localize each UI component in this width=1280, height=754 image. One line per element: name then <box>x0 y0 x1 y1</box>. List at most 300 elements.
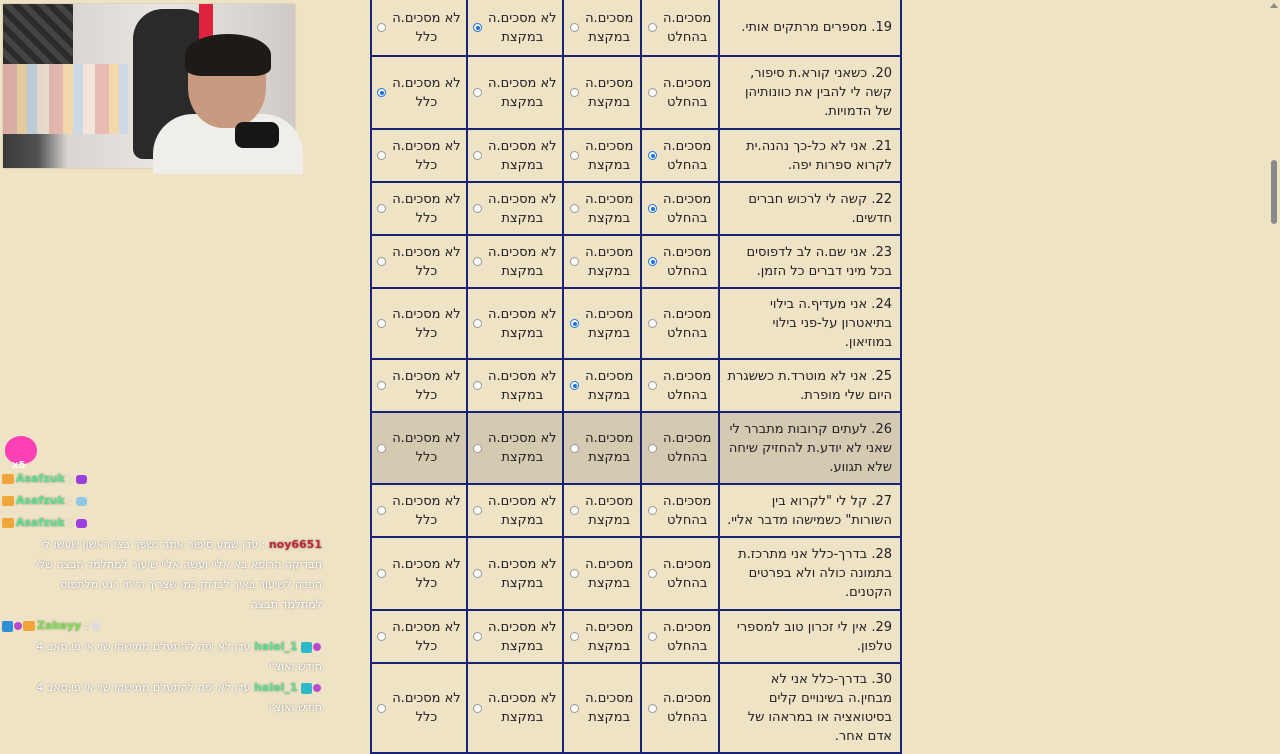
crown-badge-icon <box>23 621 35 631</box>
option-disagree-strongly[interactable] <box>376 555 462 593</box>
option-cell-agree-strongly[interactable] <box>641 610 719 663</box>
radio-button[interactable] <box>377 204 386 213</box>
option-cell-agree-somewhat[interactable] <box>563 610 641 663</box>
chat-username[interactable]: halel_1 <box>254 681 298 694</box>
radio-button[interactable] <box>570 204 579 213</box>
option-label-line: בהחלט <box>667 263 708 279</box>
option-label-line: במקצת <box>501 512 544 528</box>
option-label <box>585 305 633 343</box>
option-label-line: כלל <box>415 638 438 654</box>
option-label-line: במקצת <box>588 387 631 403</box>
option-label <box>488 555 557 593</box>
option-agree-somewhat[interactable] <box>568 689 636 727</box>
option-cell-disagree-strongly[interactable] <box>371 359 467 412</box>
radio-button[interactable] <box>473 381 482 390</box>
crown-badge-icon <box>2 518 14 528</box>
option-label-line: מסכים.ה <box>663 368 712 384</box>
option-label <box>488 9 557 47</box>
option-cell-disagree-strongly[interactable] <box>371 129 467 182</box>
option-label <box>392 243 461 281</box>
option-cell-disagree-strongly[interactable] <box>371 663 467 753</box>
chat-message: עדן שמע סיפור אתה נשפך בצז ראשון שעשו לי : <box>41 538 266 551</box>
option-disagree-strongly[interactable] <box>376 243 462 281</box>
option-agree-strongly[interactable] <box>646 618 714 656</box>
option-label-line: במקצת <box>501 325 544 341</box>
radio-button[interactable] <box>648 319 657 328</box>
option-cell-agree-strongly[interactable] <box>641 0 719 56</box>
radio-button[interactable] <box>473 23 482 32</box>
option-cell-agree-somewhat[interactable] <box>563 537 641 610</box>
option-label-line: לא מסכים.ה <box>488 619 557 635</box>
radio-button[interactable] <box>377 444 386 453</box>
option-label <box>585 429 633 467</box>
option-cell-disagree-somewhat[interactable] <box>467 663 563 753</box>
question-text: 28. בדרך-כלל אני מתרכז.ת בתמונה כולה ולא בפרטים הקטנים. <box>719 537 901 610</box>
option-label-line: מסכים.ה <box>663 619 712 635</box>
option-label <box>585 74 633 112</box>
option-label <box>663 74 711 112</box>
option-agree-strongly[interactable] <box>646 74 714 112</box>
option-label-line: מסכים.ה <box>663 493 712 509</box>
option-label <box>585 618 633 656</box>
option-label <box>392 137 461 175</box>
option-label <box>585 190 633 228</box>
option-label-line: במקצת <box>588 325 631 341</box>
option-cell-disagree-somewhat[interactable] <box>467 129 563 182</box>
option-label <box>488 689 557 727</box>
subscriber-badge-icon <box>2 621 13 632</box>
option-label-line: במקצת <box>588 157 631 173</box>
option-cell-disagree-strongly[interactable] <box>371 0 467 56</box>
option-cell-disagree-somewhat[interactable] <box>467 537 563 610</box>
option-label-line: בהחלט <box>667 450 708 465</box>
option-cell-agree-strongly[interactable] <box>641 288 719 359</box>
radio-button[interactable] <box>473 88 482 97</box>
skull-emote-icon <box>92 622 100 631</box>
question-row <box>371 663 901 753</box>
option-label-line: בהחלט <box>667 157 708 173</box>
radio-button[interactable] <box>377 88 386 97</box>
chat-line <box>2 494 87 507</box>
radio-button[interactable] <box>473 444 482 453</box>
emote-multiplier: x5 <box>12 460 26 471</box>
radio-button[interactable] <box>648 704 657 713</box>
question-row <box>371 288 901 359</box>
option-label <box>585 243 633 281</box>
chat-message-line: חודש ואוצ'י <box>269 660 322 673</box>
option-label-line: כלל <box>415 710 438 725</box>
question-row <box>371 359 901 412</box>
option-agree-somewhat[interactable] <box>568 9 636 47</box>
subscriber-badge-icon <box>301 683 312 694</box>
option-label-line: מסכים.ה <box>663 431 712 446</box>
option-label-line: מסכים.ה <box>585 493 634 509</box>
option-disagree-somewhat[interactable] <box>472 492 558 530</box>
option-label-line: במקצת <box>588 210 631 226</box>
option-label <box>392 429 461 467</box>
option-cell-disagree-somewhat[interactable] <box>467 610 563 663</box>
option-cell-disagree-strongly[interactable] <box>371 235 467 288</box>
radio-button[interactable] <box>377 257 386 266</box>
option-label <box>488 618 557 656</box>
option-cell-disagree-strongly[interactable] <box>371 484 467 537</box>
radio-button[interactable] <box>377 704 386 713</box>
radio-button[interactable] <box>570 506 579 515</box>
option-agree-somewhat[interactable] <box>568 618 636 656</box>
option-label <box>392 367 461 405</box>
option-agree-strongly[interactable] <box>646 9 714 47</box>
option-label-line: בהחלט <box>667 325 708 341</box>
option-disagree-strongly[interactable] <box>376 190 462 228</box>
option-cell-agree-strongly[interactable] <box>641 484 719 537</box>
radio-button[interactable] <box>377 632 386 641</box>
radio-button[interactable] <box>473 319 482 328</box>
radio-button[interactable] <box>377 319 386 328</box>
option-agree-somewhat[interactable] <box>568 555 636 593</box>
option-label-line: כלל <box>415 210 438 226</box>
question-text: 20. כשאני קורא.ת סיפור, קשה לי להבין את כוונותיהן של הדמויות. <box>719 56 901 129</box>
acoustic-foam <box>3 4 73 64</box>
option-label-line: לא מסכים.ה <box>488 368 557 384</box>
option-cell-disagree-strongly[interactable] <box>371 610 467 663</box>
radio-button[interactable] <box>648 632 657 641</box>
option-label-line: מסכים.ה <box>663 556 712 572</box>
option-label-line: לא מסכים.ה <box>488 138 557 154</box>
question-text: 30. בדרך-כלל אני לא מבחין.ה בשינויים קלים בסיטואציה או במראהו של אדם אחר. <box>719 663 901 753</box>
option-agree-strongly[interactable] <box>646 137 714 175</box>
radio-button[interactable] <box>473 506 482 515</box>
option-agree-strongly[interactable] <box>646 555 714 593</box>
option-cell-disagree-somewhat[interactable] <box>467 412 563 484</box>
chat-message-line: חודש ואוצ'י <box>269 701 322 714</box>
option-cell-disagree-strongly[interactable] <box>371 288 467 359</box>
option-label-line: במקצת <box>588 450 631 465</box>
question-text: 25. אני לא מוטרד.ת כששגרת היום שלי מופרת. <box>719 359 901 412</box>
option-label-line: במקצת <box>501 638 544 654</box>
option-label-line: לא מסכים.ה <box>488 306 557 322</box>
option-cell-disagree-somewhat[interactable] <box>467 0 563 56</box>
scroll-up-arrow-icon[interactable] <box>1270 3 1278 8</box>
radio-button[interactable] <box>377 151 386 160</box>
radio-button[interactable] <box>648 569 657 578</box>
option-disagree-strongly[interactable] <box>376 429 462 467</box>
question-row <box>371 182 901 235</box>
chat-username[interactable]: Zakeyy <box>37 619 82 632</box>
option-agree-somewhat[interactable] <box>568 429 636 467</box>
option-label <box>392 492 461 530</box>
option-label-line: לא מסכים.ה <box>488 493 557 509</box>
option-cell-agree-somewhat[interactable] <box>563 412 641 484</box>
option-label-line: מסכים.ה <box>663 191 712 207</box>
option-label-line: לא מסכים.ה <box>488 431 557 446</box>
option-label <box>663 367 711 405</box>
chat-separator: : <box>68 516 73 529</box>
option-label-line: במקצת <box>501 387 544 403</box>
question-text: 22. קשה לי לרכוש חברים חדשים. <box>719 182 901 235</box>
option-agree-somewhat[interactable] <box>568 367 636 405</box>
option-cell-disagree-somewhat[interactable] <box>467 182 563 235</box>
option-label-line: במקצת <box>588 638 631 654</box>
radio-button[interactable] <box>473 569 482 578</box>
radio-button[interactable] <box>473 257 482 266</box>
option-cell-agree-somewhat[interactable] <box>563 129 641 182</box>
radio-button[interactable] <box>570 444 579 453</box>
option-cell-disagree-somewhat[interactable] <box>467 484 563 537</box>
option-label-line: מסכים.ה <box>585 619 634 635</box>
option-label-line: כלל <box>415 512 438 528</box>
radio-button[interactable] <box>570 569 579 578</box>
option-label-line: במקצת <box>501 263 544 279</box>
option-disagree-somewhat[interactable] <box>472 9 558 47</box>
option-disagree-strongly[interactable] <box>376 367 462 405</box>
crown-badge-icon <box>2 474 14 484</box>
option-disagree-somewhat[interactable] <box>472 137 558 175</box>
option-cell-disagree-somewhat[interactable] <box>467 288 563 359</box>
option-label <box>585 555 633 593</box>
option-label <box>392 74 461 112</box>
option-disagree-strongly[interactable] <box>376 305 462 343</box>
option-agree-strongly[interactable] <box>646 429 714 467</box>
option-disagree-strongly[interactable] <box>376 9 462 47</box>
option-label <box>392 9 461 47</box>
radio-button[interactable] <box>377 506 386 515</box>
option-label-line: במקצת <box>588 263 631 279</box>
option-label <box>488 492 557 530</box>
option-label-line: כלל <box>415 263 438 279</box>
option-cell-agree-somewhat[interactable] <box>563 182 641 235</box>
option-label-line: מסכים.ה <box>585 556 634 572</box>
option-cell-agree-somewhat[interactable] <box>563 359 641 412</box>
option-cell-disagree-strongly[interactable] <box>371 412 467 484</box>
option-disagree-strongly[interactable] <box>376 137 462 175</box>
radio-button[interactable] <box>473 632 482 641</box>
option-cell-disagree-somewhat[interactable] <box>467 359 563 412</box>
option-label-line: לא מסכים.ה <box>392 556 461 572</box>
option-agree-somewhat[interactable] <box>568 74 636 112</box>
option-cell-agree-somewhat[interactable] <box>563 288 641 359</box>
purple-emote-icon <box>76 475 87 484</box>
radio-button[interactable] <box>570 151 579 160</box>
option-label-line: לא מסכים.ה <box>392 493 461 509</box>
option-cell-agree-somewhat[interactable] <box>563 663 641 753</box>
option-label-line: במקצת <box>588 94 631 110</box>
chat-username[interactable]: Asafzuk <box>16 472 65 485</box>
option-label-line: כלל <box>415 325 438 341</box>
option-label <box>488 429 557 467</box>
option-label <box>488 243 557 281</box>
option-label-line: במקצת <box>588 512 631 528</box>
option-cell-agree-strongly[interactable] <box>641 537 719 610</box>
option-disagree-somewhat[interactable] <box>472 618 558 656</box>
option-cell-disagree-strongly[interactable] <box>371 182 467 235</box>
option-cell-agree-strongly[interactable] <box>641 412 719 484</box>
radio-button[interactable] <box>570 381 579 390</box>
option-label-line: במקצת <box>501 210 544 226</box>
question-row <box>371 610 901 663</box>
option-disagree-strongly[interactable] <box>376 618 462 656</box>
option-label-line: לא מסכים.ה <box>488 556 557 572</box>
chat-username[interactable]: noy6651 <box>268 538 322 551</box>
option-disagree-somewhat[interactable] <box>472 689 558 727</box>
option-label-line: בהחלט <box>667 210 708 226</box>
chat-username[interactable]: Asafzuk <box>16 516 65 529</box>
option-agree-somewhat[interactable] <box>568 305 636 343</box>
radio-button[interactable] <box>570 632 579 641</box>
option-label <box>663 555 711 593</box>
option-cell-agree-strongly[interactable] <box>641 235 719 288</box>
option-label-line: מסכים.ה <box>585 306 634 322</box>
option-cell-agree-strongly[interactable] <box>641 182 719 235</box>
question-text: 21. אני לא כל-כך נהנה.ית לקרוא ספרות יפה. <box>719 129 901 182</box>
chat-message-line <box>36 640 322 653</box>
radio-button[interactable] <box>648 88 657 97</box>
question-text: 26. לעתים קרובות מתברר לי שאני לא יודע.ת להחזיק שיחה שלא תגווע. <box>719 412 901 484</box>
question-row <box>371 484 901 537</box>
pin-badge-icon <box>14 622 22 630</box>
option-label-line: כלל <box>415 575 438 591</box>
option-disagree-strongly[interactable] <box>376 492 462 530</box>
chat-separator: : <box>84 619 89 632</box>
option-label-line: כלל <box>415 29 438 45</box>
option-agree-somewhat[interactable] <box>568 190 636 228</box>
option-label-line: בהחלט <box>667 387 708 403</box>
radio-button[interactable] <box>570 319 579 328</box>
page-scrollbar[interactable] <box>1268 0 1280 720</box>
radio-button[interactable] <box>377 569 386 578</box>
option-label-line: בהחלט <box>667 710 708 725</box>
radio-button[interactable] <box>570 704 579 713</box>
radio-button[interactable] <box>473 204 482 213</box>
radio-button[interactable] <box>570 88 579 97</box>
option-label-line: לא מסכים.ה <box>392 306 461 322</box>
option-label <box>663 190 711 228</box>
option-cell-disagree-somewhat[interactable] <box>467 235 563 288</box>
question-text: 19. מספרים מרתקים אותי. <box>719 0 901 56</box>
option-label-line: לא מסכים.ה <box>488 691 557 706</box>
option-cell-disagree-strongly[interactable] <box>371 537 467 610</box>
radio-button[interactable] <box>473 151 482 160</box>
option-cell-disagree-somewhat[interactable] <box>467 56 563 129</box>
streamer-hair <box>185 34 271 76</box>
option-label-line: בהחלט <box>667 94 708 110</box>
option-disagree-somewhat[interactable] <box>472 367 558 405</box>
chat-username[interactable]: halel_1 <box>254 640 298 653</box>
question-text: 23. אני שם.ה לב לדפוסים בכל מיני דברים כל הזמן. <box>719 235 901 288</box>
option-label-line: במקצת <box>501 575 544 591</box>
chat-line <box>2 472 87 485</box>
option-cell-agree-somewhat[interactable] <box>563 235 641 288</box>
radio-button[interactable] <box>648 444 657 453</box>
option-label-line: בהחלט <box>667 512 708 528</box>
option-disagree-strongly[interactable] <box>376 74 462 112</box>
radio-button[interactable] <box>648 381 657 390</box>
option-agree-strongly[interactable] <box>646 305 714 343</box>
question-row <box>371 129 901 182</box>
blue-emote-icon <box>76 497 87 506</box>
option-label-line: כלל <box>415 94 438 110</box>
radio-button[interactable] <box>648 23 657 32</box>
chat-message-line: הפכה לשיעור באיך לבדוק כמו שצריך הייתי רגע מלתפוס <box>60 578 322 591</box>
chat-username[interactable]: Asafzuk <box>16 494 65 507</box>
option-cell-agree-somewhat[interactable] <box>563 484 641 537</box>
option-label <box>392 618 461 656</box>
option-label <box>488 137 557 175</box>
option-disagree-somewhat[interactable] <box>472 190 558 228</box>
radio-button[interactable] <box>377 23 386 32</box>
option-disagree-somewhat[interactable] <box>472 429 558 467</box>
option-label <box>488 74 557 112</box>
radio-button[interactable] <box>648 204 657 213</box>
option-agree-somewhat[interactable] <box>568 492 636 530</box>
radio-button[interactable] <box>648 257 657 266</box>
option-label-line: במקצת <box>588 710 631 725</box>
option-disagree-strongly[interactable] <box>376 689 462 727</box>
question-row <box>371 412 901 484</box>
radio-button[interactable] <box>570 257 579 266</box>
option-cell-agree-strongly[interactable] <box>641 359 719 412</box>
option-disagree-somewhat[interactable] <box>472 555 558 593</box>
option-label-line: כלל <box>415 450 438 465</box>
question-row <box>371 56 901 129</box>
question-text: 27. קל לי "לקרוא בין השורות" כשמישהו מדבר אליי. <box>719 484 901 537</box>
option-label-line: מסכים.ה <box>663 306 712 322</box>
option-agree-strongly[interactable] <box>646 190 714 228</box>
option-label <box>663 618 711 656</box>
question-row <box>371 235 901 288</box>
option-label <box>585 9 633 47</box>
option-label-line: מסכים.ה <box>663 138 712 154</box>
option-label-line: מסכים.ה <box>585 431 634 446</box>
chat-message: עדן לא יפה להתעלם ממישהו שוי אי פי,סאב 4 <box>36 681 251 694</box>
option-label-line: לא מסכים.ה <box>488 244 557 260</box>
option-agree-strongly[interactable] <box>646 689 714 727</box>
scrollbar-thumb[interactable] <box>1271 160 1277 224</box>
option-disagree-somewhat[interactable] <box>472 243 558 281</box>
radio-button[interactable] <box>648 506 657 515</box>
option-label-line: לא מסכים.ה <box>392 138 461 154</box>
radio-button[interactable] <box>377 381 386 390</box>
radio-button[interactable] <box>473 704 482 713</box>
option-cell-disagree-strongly[interactable] <box>371 56 467 129</box>
option-agree-strongly[interactable] <box>646 367 714 405</box>
option-cell-agree-somewhat[interactable] <box>563 56 641 129</box>
option-cell-agree-strongly[interactable] <box>641 129 719 182</box>
option-agree-somewhat[interactable] <box>568 137 636 175</box>
option-label-line: בהחלט <box>667 638 708 654</box>
option-agree-strongly[interactable] <box>646 492 714 530</box>
option-disagree-somewhat[interactable] <box>472 305 558 343</box>
chat-message-line: תבדיקה הרופא בא אליי ועשה אליי שיעור למתלמד הבצה שלי <box>36 558 322 571</box>
chat-message-line <box>36 681 322 694</box>
option-label <box>663 305 711 343</box>
option-label-line: לא מסכים.ה <box>488 10 557 26</box>
radio-button[interactable] <box>570 23 579 32</box>
option-cell-agree-strongly[interactable] <box>641 56 719 129</box>
option-label <box>663 429 711 467</box>
option-label <box>392 555 461 593</box>
option-disagree-somewhat[interactable] <box>472 74 558 112</box>
option-agree-somewhat[interactable] <box>568 243 636 281</box>
option-label-line: מסכים.ה <box>663 10 712 26</box>
radio-button[interactable] <box>648 151 657 160</box>
option-label-line: מסכים.ה <box>585 244 634 260</box>
option-cell-agree-strongly[interactable] <box>641 663 719 753</box>
option-label-line: מסכים.ה <box>663 244 712 260</box>
option-cell-agree-somewhat[interactable] <box>563 0 641 56</box>
option-agree-strongly[interactable] <box>646 243 714 281</box>
option-label-line: במקצת <box>588 29 631 45</box>
option-label <box>392 190 461 228</box>
